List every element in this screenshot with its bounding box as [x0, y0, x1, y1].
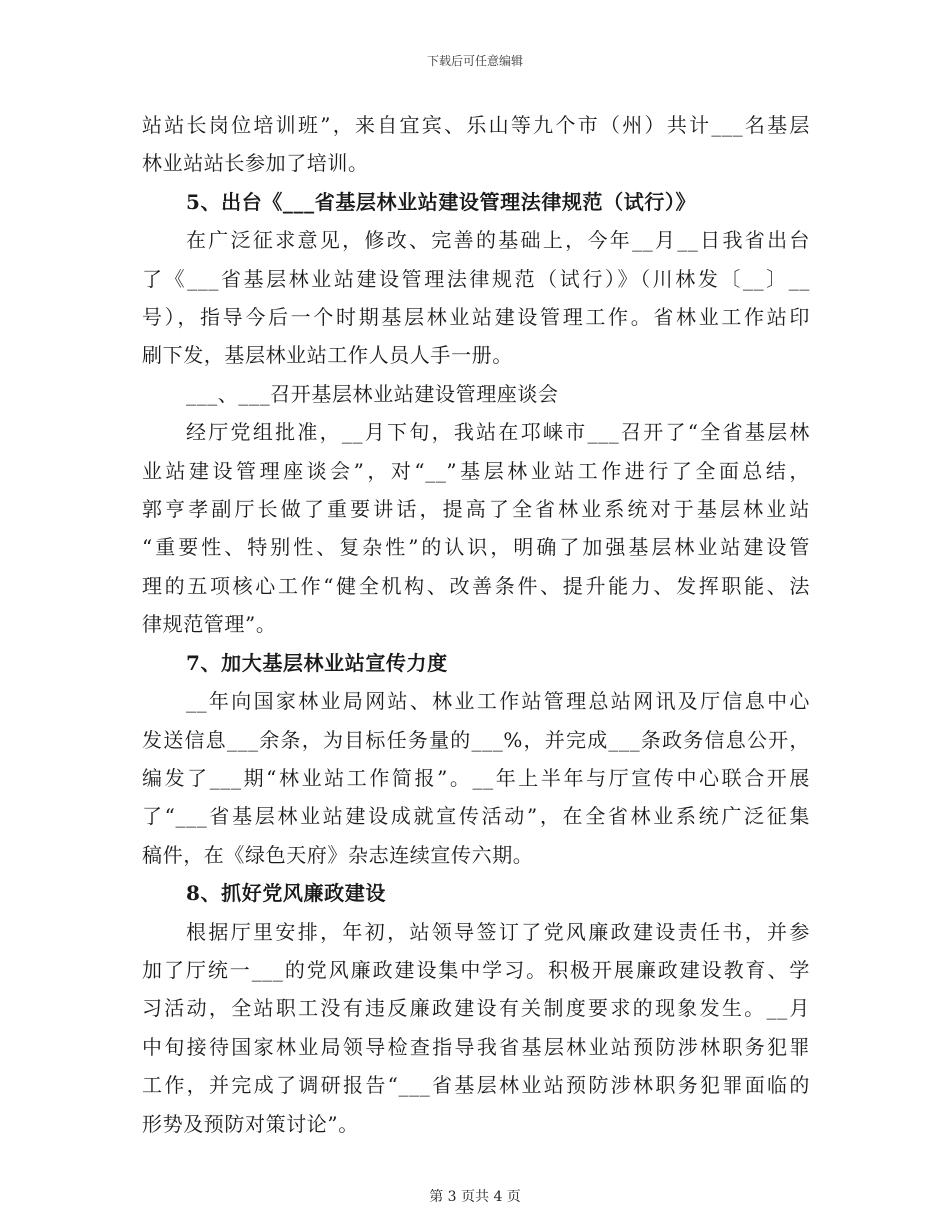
text-line: 经厅党组批准，__月下旬，我站在邛崃市___召开了“全省基层林	[186, 420, 810, 445]
text-line: __年向国家林业局网站、林业工作站管理总站网讯及厅信息中心	[186, 689, 810, 714]
text-line: 习活动，全站职工没有违反廉政建设有关制度要求的现象发生。__月	[142, 996, 810, 1021]
text-line: 林业站站长参加了培训。	[142, 151, 369, 176]
text-line: ___、___召开基层林业站建设管理座谈会	[186, 381, 559, 406]
text-line: 8、抓好党风廉政建设	[186, 881, 386, 906]
section-subheading	[142, 375, 810, 413]
text-line: 中旬接待国家林业局领导检查指导我省基层林业站预防涉林职务犯罪	[142, 1034, 810, 1059]
text-line: 站站长岗位培训班”，来自宜宾、乐山等九个市（州）共计___名基层	[142, 113, 810, 137]
body-paragraph	[142, 413, 810, 643]
text-line: 理的五项核心工作“健全机构、改善条件、提升能力、发挥职能、法	[142, 573, 810, 598]
text-line: 刷下发，基层林业站工作人员人手一册。	[142, 343, 513, 368]
text-line: 5、出台《___省基层林业站建设管理法律规范（试行）》	[186, 189, 697, 214]
document-body	[142, 106, 810, 1143]
text-line: 了“___省基层林业站建设成就宣传活动”，在全省林业系统广泛征集	[142, 804, 810, 829]
body-paragraph	[142, 913, 810, 1143]
section-heading	[142, 183, 810, 221]
text-line: 根据厅里安排，年初，站领导签订了党风廉政建设责任书，并参	[186, 919, 810, 944]
text-line: 郭亨孝副厅长做了重要讲话，提高了全省林业系统对于基层林业站	[142, 497, 810, 522]
body-paragraph	[142, 682, 810, 874]
text-line: 号），指导今后一个时期基层林业站建设管理工作。省林业工作站印	[142, 305, 810, 330]
text-line: 加了厅统一___的党风廉政建设集中学习。积极开展廉政建设教育、学	[142, 957, 810, 982]
text-line: 编发了___期“林业站工作简报”。__年上半年与厅宣传中心联合开展	[142, 765, 810, 790]
page-number: 第 3 页共 4 页	[429, 1189, 521, 1205]
text-line: 业站建设管理座谈会”，对“__”基层林业站工作进行了全面总结，	[142, 458, 810, 483]
section-heading	[142, 644, 810, 682]
text-line: 7、加大基层林业站宣传力度	[186, 650, 448, 675]
text-line: 形势及预防对策讨论”。	[142, 1111, 359, 1136]
body-paragraph	[142, 221, 810, 375]
page-header: 下载后可任意编辑	[426, 54, 523, 68]
text-line: 工作，并完成了调研报告“___省基层林业站预防涉林职务犯罪面临的	[142, 1073, 810, 1098]
text-line: “重要性、特别性、复杂性”的认识，明确了加强基层林业站建设管	[142, 535, 810, 560]
body-paragraph	[142, 106, 810, 183]
text-line: 发送信息___余条，为目标任务量的___%，并完成___条政务信息公开，	[142, 727, 810, 752]
section-heading	[142, 874, 810, 912]
text-line: 律规范管理”。	[142, 612, 277, 637]
text-line: 稿件，在《绿色天府》杂志连续宣传六期。	[142, 842, 534, 867]
text-line: 在广泛征求意见，修改、完善的基础上，今年__月__日我省出台	[186, 228, 810, 253]
text-line: 了《___省基层林业站建设管理法律规范（试行）》（川林发〔__〕__	[142, 266, 810, 291]
